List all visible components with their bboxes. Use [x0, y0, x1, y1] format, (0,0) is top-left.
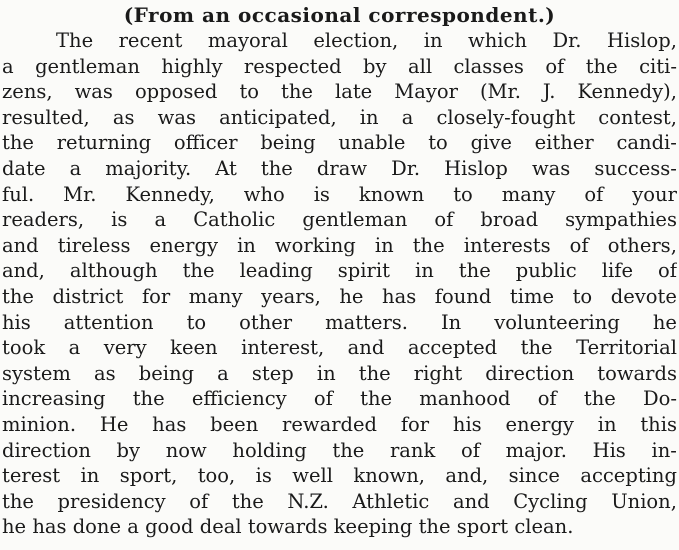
text-word: the: [231, 489, 264, 513]
text-word: in: [414, 259, 434, 283]
text-word: in: [237, 233, 256, 257]
text-word: respected: [243, 54, 342, 78]
text-word: of: [460, 438, 480, 462]
text-word: for: [400, 412, 430, 436]
text-line: [2, 284, 677, 310]
text-word: very: [103, 336, 147, 360]
text-word: sport,: [119, 464, 178, 488]
text-word: At: [215, 156, 237, 180]
text-word: and: [347, 336, 385, 360]
text-word: unable: [338, 131, 406, 155]
text-word: has: [382, 284, 417, 308]
text-word: the: [260, 156, 293, 180]
text-word: of: [569, 233, 589, 257]
text-word: energy: [505, 412, 574, 436]
text-word: to: [428, 131, 448, 155]
text-word: Dr.: [391, 156, 421, 180]
text-word: has: [152, 412, 187, 436]
text-word: terest: [2, 464, 61, 488]
text-word: in: [316, 361, 336, 385]
text-line: [2, 386, 677, 412]
text-word: readers,: [2, 208, 85, 232]
text-word: for: [141, 284, 171, 308]
text-word: Kennedy,: [125, 182, 215, 206]
text-word: he: [652, 310, 677, 334]
text-word: recent: [118, 29, 183, 52]
text-word: system: [2, 361, 71, 385]
text-word: late: [334, 80, 373, 104]
text-word: give: [470, 131, 512, 155]
text-word: is: [111, 208, 128, 232]
text-word: energy: [149, 233, 218, 257]
text-word: all: [407, 54, 433, 78]
text-word: volunteering: [494, 310, 620, 334]
text-word: is: [313, 182, 330, 206]
text-word: the: [182, 259, 215, 283]
text-word: gentleman: [302, 208, 408, 232]
text-word: he: [2, 515, 33, 539]
text-word: well: [292, 464, 333, 488]
text-word: accepted: [407, 336, 498, 360]
text-word: found: [434, 284, 492, 308]
text-word: opposed: [134, 80, 218, 104]
text-line: [2, 182, 677, 208]
text-word: zens,: [2, 80, 53, 104]
text-word: the: [132, 387, 165, 411]
text-word: life: [601, 259, 633, 283]
text-word: classes: [453, 54, 524, 78]
text-word: Hislop,: [606, 29, 677, 52]
text-word: keen: [170, 336, 218, 360]
text-word: leading: [239, 259, 313, 283]
text-word: as: [112, 105, 135, 129]
text-word: which: [468, 29, 527, 52]
text-word: been: [210, 412, 259, 436]
article-body: [2, 28, 677, 540]
text-line: [2, 335, 677, 361]
text-word: was: [74, 80, 113, 104]
text-word: keeping: [333, 515, 419, 539]
text-line: [2, 258, 677, 284]
text-word: a: [68, 336, 81, 360]
text-word: major.: [505, 438, 567, 462]
text-word: of: [584, 182, 604, 206]
text-word: rank: [389, 438, 436, 462]
text-word: interest,: [241, 336, 325, 360]
text-word: Kennedy),: [577, 80, 677, 104]
text-word: to: [453, 182, 473, 206]
text-word: public: [515, 259, 577, 283]
text-word: Catholic: [193, 208, 276, 232]
text-word: by: [363, 54, 387, 78]
text-word: is: [255, 464, 272, 488]
text-word: other: [239, 310, 293, 334]
text-word: mayoral: [207, 29, 288, 52]
text-word: the: [360, 387, 393, 411]
text-word: date: [2, 156, 46, 180]
text-line: [2, 156, 677, 182]
text-word: a: [217, 361, 229, 385]
text-word: took: [2, 336, 46, 360]
text-word: majority.: [105, 156, 192, 180]
text-word: to: [572, 284, 593, 308]
text-word: minion.: [2, 412, 77, 436]
text-word: N.Z.: [287, 489, 329, 513]
text-word: broad: [480, 208, 539, 232]
text-word: resulted,: [2, 105, 90, 129]
text-word: years,: [261, 284, 321, 308]
text-word: of: [545, 54, 565, 78]
text-word: matters.: [325, 310, 408, 334]
text-word: a: [127, 515, 146, 539]
text-word: returning: [56, 131, 152, 155]
text-word: being: [260, 131, 316, 155]
text-line: [2, 489, 677, 515]
text-line: [2, 130, 677, 156]
text-word: officer: [173, 131, 238, 155]
text-word: although: [69, 259, 158, 283]
text-word: draw: [316, 156, 368, 180]
text-word: in: [423, 29, 443, 52]
text-word: in-: [651, 438, 677, 462]
text-word: (Mr.: [479, 80, 521, 104]
text-word: the: [412, 233, 445, 257]
text-word: his: [452, 412, 482, 436]
text-line: [2, 79, 677, 105]
text-word: the: [2, 284, 34, 308]
text-word: His: [592, 438, 626, 462]
text-word: good: [145, 515, 200, 539]
text-word: election,: [313, 29, 399, 52]
text-word: deal: [199, 515, 248, 539]
text-word: who: [243, 182, 285, 206]
text-word: Athletic: [352, 489, 430, 513]
text-word: anticipated,: [219, 105, 337, 129]
text-word: rewarded: [282, 412, 378, 436]
text-word: of: [537, 387, 557, 411]
text-word: the: [418, 515, 457, 539]
text-line: [2, 412, 677, 438]
text-word: the: [358, 361, 391, 385]
text-word: increasing: [2, 387, 106, 411]
text-word: step: [251, 361, 294, 385]
text-word: others,: [607, 233, 677, 257]
text-word: the: [520, 336, 553, 360]
text-word: the: [332, 438, 365, 462]
text-word: sport: [456, 515, 515, 539]
text-word: The: [56, 29, 94, 52]
text-word: spirit: [337, 259, 390, 283]
text-word: of: [658, 259, 677, 283]
text-word: being: [138, 361, 195, 385]
text-word: Hislop: [444, 156, 508, 180]
text-word: Mr.: [63, 182, 97, 206]
text-line: [2, 207, 677, 233]
article-heading: (From an occasional correspondent.): [123, 3, 556, 27]
text-word: of: [434, 208, 454, 232]
text-word: and: [452, 489, 490, 513]
text-word: holding: [232, 438, 307, 462]
text-word: In: [440, 310, 462, 334]
text-word: the: [585, 54, 618, 78]
text-word: working: [274, 233, 356, 257]
text-word: the: [458, 259, 491, 283]
text-word: tireless: [57, 233, 131, 257]
text-word: and: [2, 233, 39, 257]
text-word: to: [186, 310, 207, 334]
text-word: Dr.: [552, 29, 582, 52]
text-word: the: [281, 80, 313, 104]
text-word: known,: [353, 464, 425, 488]
text-word: towards: [597, 361, 677, 385]
text-word: many: [188, 284, 243, 308]
text-word: the: [2, 131, 34, 155]
text-word: clean.: [514, 515, 574, 539]
text-word: closely-fought: [436, 105, 576, 129]
text-word: has: [32, 515, 73, 539]
text-line: [2, 514, 677, 540]
text-line: [2, 438, 677, 464]
text-word: in: [597, 412, 617, 436]
text-word: towards: [247, 515, 334, 539]
text-word: citi-: [639, 54, 677, 78]
text-word: time: [509, 284, 555, 308]
text-word: direction: [2, 438, 91, 462]
text-word: direction: [485, 361, 575, 385]
text-word: this: [640, 412, 677, 436]
text-word: as: [94, 361, 116, 385]
text-word: efficiency: [191, 387, 287, 411]
text-line: [2, 463, 677, 489]
text-word: done: [72, 515, 128, 539]
text-word: highly: [161, 54, 223, 78]
text-word: manhood: [419, 387, 511, 411]
text-line: [2, 28, 677, 54]
text-word: his: [2, 310, 31, 334]
text-word: a: [69, 156, 82, 180]
text-line: [2, 54, 677, 80]
text-word: Territorial: [576, 336, 677, 360]
text-word: was: [157, 105, 196, 129]
text-line: [2, 233, 677, 259]
text-word: by: [116, 438, 141, 462]
text-word: a: [2, 54, 14, 78]
text-word: of: [189, 489, 209, 513]
text-word: gentleman: [35, 54, 140, 78]
text-word: to: [239, 80, 260, 104]
text-word: J.: [542, 80, 556, 104]
text-word: a: [154, 208, 167, 232]
text-word: now: [165, 438, 207, 462]
text-word: Do-: [643, 387, 677, 411]
text-word: of: [313, 387, 333, 411]
text-word: was: [531, 156, 571, 180]
text-word: candi-: [616, 131, 677, 155]
text-word: the: [2, 489, 34, 513]
text-line: [2, 105, 677, 131]
text-word: Mayor: [394, 80, 458, 104]
text-word: the: [583, 387, 616, 411]
text-line: [2, 310, 677, 336]
text-word: too,: [197, 464, 236, 488]
text-word: and,: [2, 259, 45, 283]
text-word: he: [339, 284, 364, 308]
text-word: since: [508, 464, 560, 488]
text-word: Union,: [611, 489, 677, 513]
text-word: in: [374, 233, 394, 257]
text-word: ful.: [2, 182, 35, 206]
text-word: success-: [594, 156, 677, 180]
text-word: sympathies: [565, 208, 677, 232]
text-word: in: [359, 105, 379, 129]
text-word: and,: [445, 464, 489, 488]
text-word: He: [99, 412, 129, 436]
text-word: known: [358, 182, 425, 206]
text-word: Cycling: [513, 489, 588, 513]
text-word: contest,: [598, 105, 677, 129]
text-word: accepting: [580, 464, 677, 488]
text-word: district: [52, 284, 124, 308]
text-word: many: [501, 182, 556, 206]
text-word: right: [413, 361, 463, 385]
text-line: [2, 361, 677, 387]
text-word: your: [632, 182, 677, 206]
text-word: presidency: [57, 489, 166, 513]
text-word: devote: [610, 284, 677, 308]
text-word: either: [534, 131, 594, 155]
text-word: in: [80, 464, 100, 488]
text-word: attention: [63, 310, 154, 334]
text-word: interests: [463, 233, 551, 257]
text-word: a: [401, 105, 414, 129]
